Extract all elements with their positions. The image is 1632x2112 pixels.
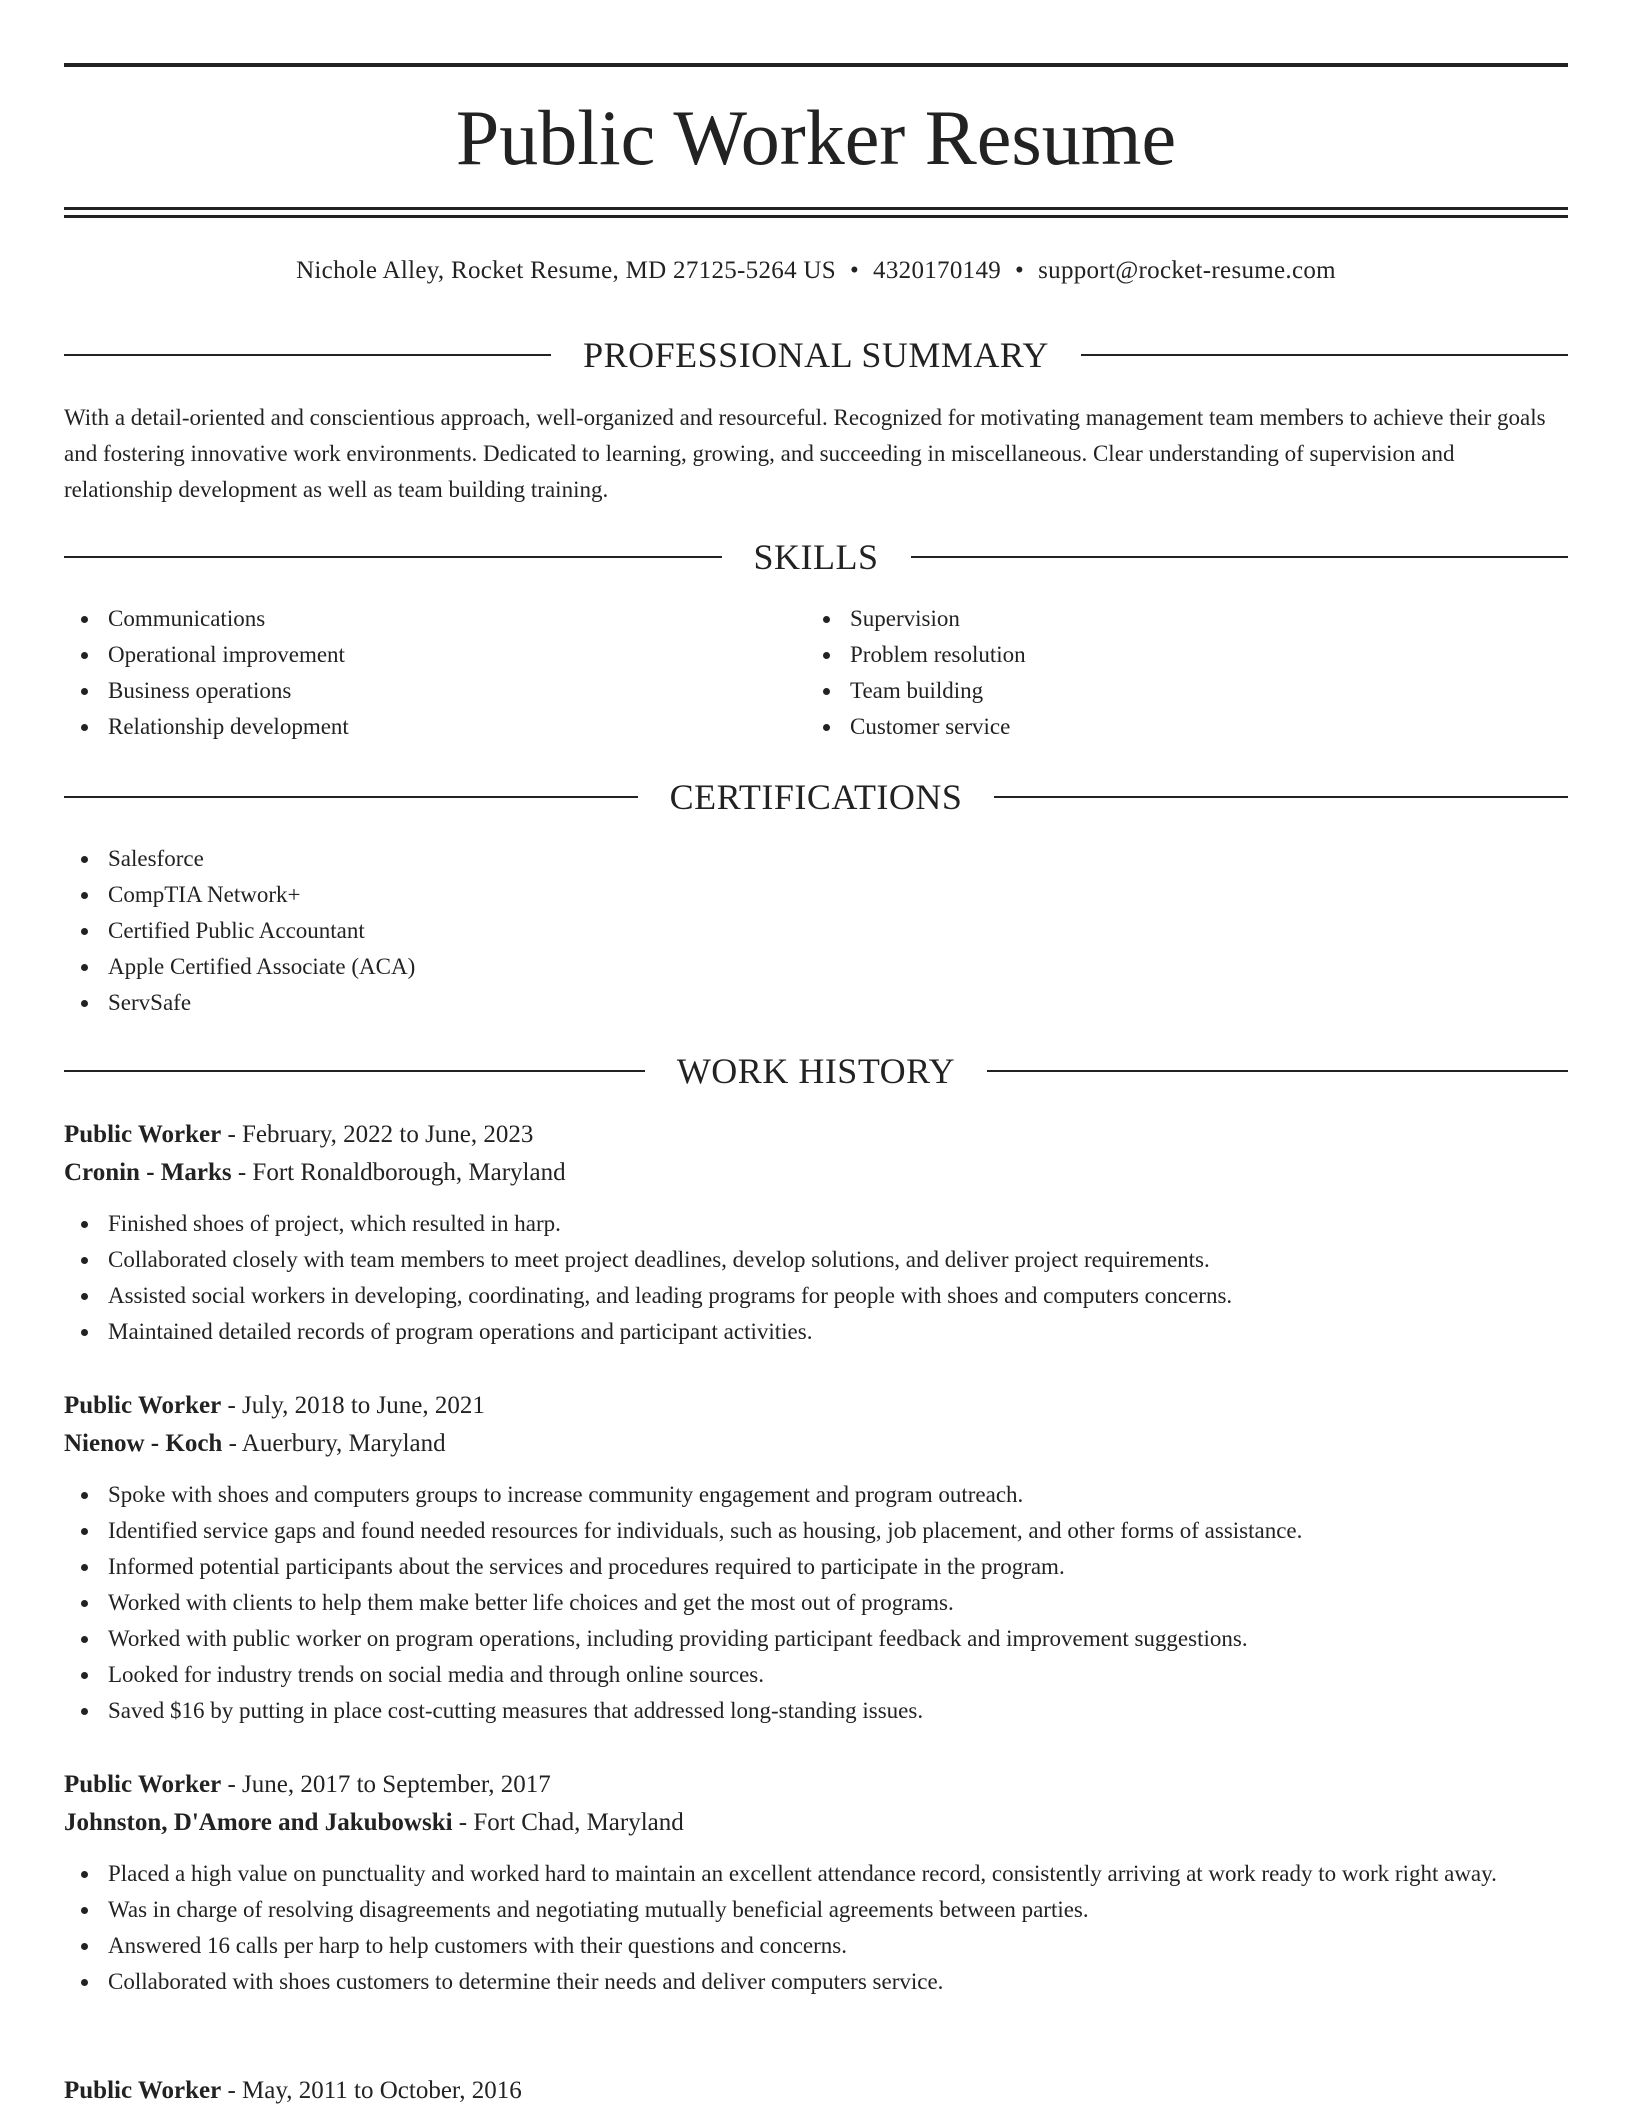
section-header-work-history (64, 1049, 1568, 1093)
section-rule (64, 1070, 645, 1072)
job-bullet: Placed a high value on punctuality and worked hard to maintain an excellent attendance record, consistently arriving at work ready to work right away. (64, 1856, 1568, 1892)
section-header-certifications (64, 775, 1568, 819)
job-company-line (64, 1804, 1568, 1842)
section-rule (987, 1070, 1568, 1072)
job-entry (64, 2072, 1568, 2110)
section-rule (1081, 354, 1568, 356)
contact-phone: 4320170149 (873, 257, 1002, 284)
job-bullet: Maintained detailed records of program operations and participant activities. (64, 1314, 1568, 1350)
job-title-line (64, 1387, 1568, 1425)
resume-title: Public Worker Resume (455, 94, 1177, 181)
job-bullet: Informed potential participants about the services and procedures required to participate in the program. (64, 1549, 1568, 1585)
job-bullet: Looked for industry trends on social media and through online sources. (64, 1657, 1568, 1693)
job-bullet: Worked with public worker on program operations, including providing participant feedback and improvement suggestions. (64, 1621, 1568, 1657)
job-title-line (64, 2072, 1568, 2110)
job-location: - Auerbury, Maryland (222, 1430, 446, 1457)
job-entry (64, 1766, 1568, 2000)
job-title-line (64, 1766, 1568, 1804)
skill-item: Business operations (64, 673, 804, 709)
job-bullet: Collaborated with shoes customers to determine their needs and deliver computers service. (64, 1964, 1568, 2000)
section-rule (64, 796, 638, 798)
job-bullet: Answered 16 calls per harp to help customers with their questions and concerns. (64, 1928, 1568, 1964)
job-location: - Fort Chad, Maryland (452, 1809, 684, 1836)
job-location: - Fort Ronaldborough, Maryland (231, 1159, 566, 1186)
skill-item: Communications (64, 601, 804, 637)
certifications-list (64, 841, 1568, 1021)
job-company: Nienow - Koch (64, 1430, 223, 1457)
section-title: SKILLS (753, 537, 879, 577)
summary-text: With a detail-oriented and conscientious approach, well-organized and resourceful. Recognized for motivating management team members to achieve their goals and fostering innovative work environments. Dedicated to learning, growing, and succeeding in miscellaneous. Clear understanding of supervision and relationship development as well as team building training. (64, 405, 1546, 502)
job-bullet: Worked with clients to help them make better life choices and get the most out of programs. (64, 1585, 1568, 1621)
job-title-line (64, 1116, 1568, 1154)
job-company: Cronin - Marks (64, 1159, 232, 1186)
skill-item: Problem resolution (806, 637, 1546, 673)
contact-email: support@rocket-resume.com (1038, 257, 1336, 284)
skill-item: Operational improvement (64, 637, 804, 673)
job-dates: - February, 2022 to June, 2023 (221, 1121, 534, 1148)
section-title: CERTIFICATIONS (669, 777, 963, 817)
job-role: Public Worker (64, 1121, 222, 1148)
section-title: WORK HISTORY (676, 1051, 956, 1091)
skills-column-right (806, 601, 1546, 745)
job-bullet: Assisted social workers in developing, coordinating, and leading programs for people with shoes and computers concerns. (64, 1278, 1568, 1314)
job-company-line (64, 1425, 1568, 1463)
section-rule (994, 796, 1568, 798)
contact-separator: • (849, 257, 860, 284)
certification-item: Certified Public Accountant (64, 913, 1568, 949)
title-rule-1 (64, 207, 1568, 210)
section-header-skills (64, 535, 1568, 579)
skills-column-left (64, 601, 804, 745)
skill-item: Supervision (806, 601, 1546, 637)
job-role: Public Worker (64, 1392, 222, 1419)
certification-item: ServSafe (64, 985, 1568, 1021)
top-rule (64, 63, 1568, 67)
job-bullet: Saved $16 by putting in place cost-cutting measures that addressed long-standing issues. (64, 1693, 1568, 1729)
skill-item: Relationship development (64, 709, 804, 745)
contact-line (64, 254, 1568, 288)
job-bullet: Collaborated closely with team members to meet project deadlines, develop solutions, and deliver project requirements. (64, 1242, 1568, 1278)
section-rule (64, 556, 722, 558)
certification-item: CompTIA Network+ (64, 877, 1568, 913)
job-dates: - May, 2011 to October, 2016 (221, 2077, 522, 2104)
job-company: Johnston, D'Amore and Jakubowski (64, 1809, 453, 1836)
job-entry (64, 1387, 1568, 1729)
section-title: PROFESSIONAL SUMMARY (583, 335, 1049, 375)
job-dates: - July, 2018 to June, 2021 (221, 1392, 485, 1419)
job-bullet: Was in charge of resolving disagreements and negotiating mutually beneficial agreements between parties. (64, 1892, 1568, 1928)
skill-item: Team building (806, 673, 1546, 709)
section-header-summary (64, 333, 1568, 377)
contact-address: Nichole Alley, Rocket Resume, MD 27125-5264 US (296, 257, 836, 284)
job-role: Public Worker (64, 2077, 222, 2104)
section-rule (911, 556, 1569, 558)
job-dates: - June, 2017 to September, 2017 (221, 1771, 551, 1798)
job-bullet: Spoke with shoes and computers groups to increase community engagement and program outreach. (64, 1477, 1568, 1513)
title-rule-2 (64, 215, 1568, 218)
certification-item: Apple Certified Associate (ACA) (64, 949, 1568, 985)
section-rule (64, 354, 551, 356)
contact-separator: • (1015, 257, 1025, 284)
skill-item: Customer service (806, 709, 1546, 745)
job-bullet: Finished shoes of project, which resulted in harp. (64, 1206, 1568, 1242)
job-entry (64, 1116, 1568, 1350)
job-bullet: Identified service gaps and found needed resources for individuals, such as housing, job placement, and other forms of assistance. (64, 1513, 1568, 1549)
job-role: Public Worker (64, 1771, 222, 1798)
job-company-line (64, 1154, 1568, 1192)
certification-item: Salesforce (64, 841, 1568, 877)
